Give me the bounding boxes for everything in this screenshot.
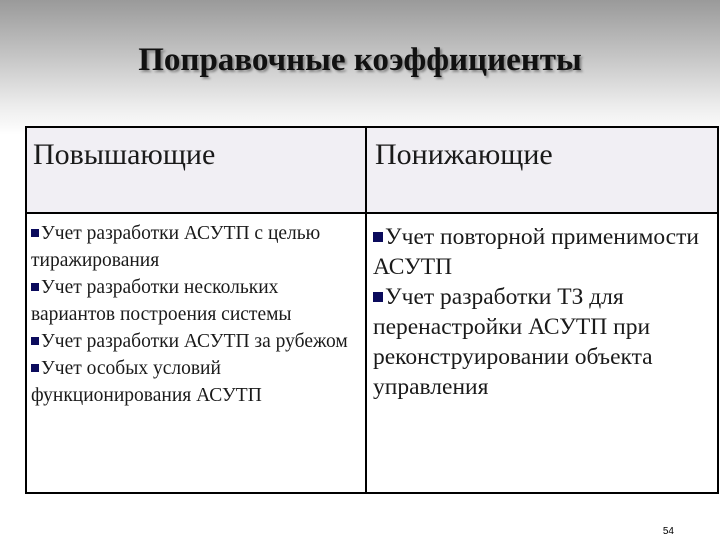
list-item: Учет разработки АСУТП за рубежом: [31, 328, 361, 355]
square-bullet-icon: [31, 283, 39, 291]
slide-title: Поправочные коэффициенты: [138, 42, 582, 78]
table-header-row: [26, 127, 718, 213]
list-item: Учет разработки АСУТП с целью тиражирования: [31, 223, 321, 271]
header-decreasing: Понижающие: [366, 127, 718, 213]
list-item: Учет разработки нескольких вариантов построения системы: [31, 277, 292, 325]
list-item: Учет повторной применимости АСУТП: [373, 224, 699, 280]
increasing-list: [26, 213, 366, 493]
square-bullet-icon: [373, 232, 383, 242]
square-bullet-icon: [31, 229, 39, 237]
square-bullet-icon: [31, 337, 39, 345]
square-bullet-icon: [373, 292, 383, 302]
page-number: 54: [662, 526, 674, 537]
list-item: Учет разработки ТЗ для перенастройки АСУТП при реконструировании объекта управления: [373, 284, 653, 400]
list-item: Учет особых условий функционирования АСУТП: [31, 358, 262, 406]
decreasing-list: [366, 213, 718, 493]
coefficients-table: [25, 126, 719, 494]
header-increasing: Повышающие: [26, 127, 366, 213]
table-body-row: [26, 213, 718, 493]
square-bullet-icon: [31, 364, 39, 372]
